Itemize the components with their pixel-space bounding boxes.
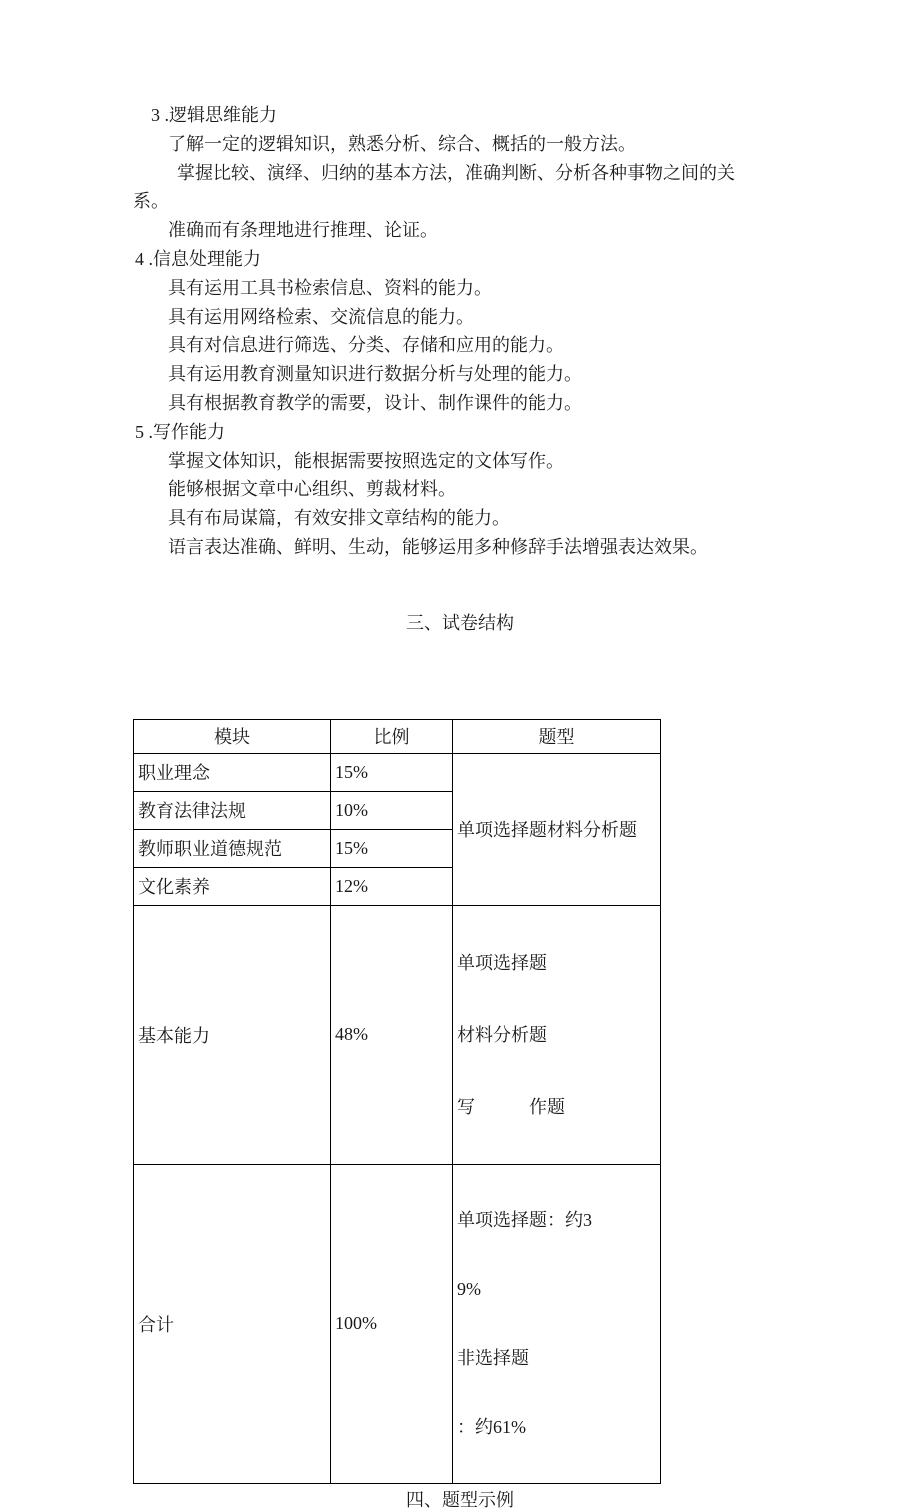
table-header-row — [134, 719, 661, 753]
module-cell: 教育法律法规 — [134, 791, 331, 829]
question-type-line: 材料分析题 — [457, 1024, 547, 1045]
section-heading-structure: 三、试卷结构 — [406, 612, 514, 633]
list-item-heading: 5 .写作能力 — [135, 421, 225, 442]
table-row-total — [134, 1164, 661, 1483]
question-type-cell-total — [453, 1164, 661, 1483]
paragraph: 了解一定的逻辑知识，熟悉分析、综合、概括的一般方法。 — [168, 133, 636, 154]
table-header-question-type: 题型 — [453, 719, 661, 753]
section-heading-examples: 四、题型示例 — [406, 1489, 514, 1510]
ability-text-block — [133, 101, 749, 562]
question-type-line: ：约61% — [457, 1416, 526, 1437]
module-cell: 基本能力 — [134, 905, 331, 1164]
list-item-heading: 3 .逻辑思维能力 — [151, 105, 277, 125]
question-type-cell — [453, 905, 661, 1164]
paragraph: 具有运用网络检索、交流信息的能力。 — [168, 306, 474, 327]
list-item-heading: 4 .信息处理能力 — [135, 248, 261, 269]
paragraph: 具有布局谋篇，有效安排文章结构的能力。 — [168, 508, 510, 529]
paragraph: 准确而有条理地进行推理、论证。 — [168, 220, 438, 241]
table-row — [134, 753, 661, 791]
ratio-cell: 15% — [331, 753, 453, 791]
paragraph: 具有运用教育测量知识进行数据分析与处理的能力。 — [168, 364, 582, 385]
ratio-cell: 48% — [331, 905, 453, 1164]
table-header-ratio: 比例 — [331, 719, 453, 753]
module-cell: 文化素养 — [134, 867, 331, 905]
question-type-line: 单项选择题 — [457, 952, 547, 973]
document-page — [0, 101, 920, 1510]
question-type-line: 写 作题 — [457, 1096, 565, 1117]
paragraph: 具有对信息进行筛选、分类、存储和应用的能力。 — [168, 335, 564, 356]
ratio-cell: 12% — [331, 867, 453, 905]
question-type-line: 单项选择题：约3 — [457, 1209, 592, 1230]
ratio-cell: 15% — [331, 829, 453, 867]
module-cell-total: 合计 — [134, 1164, 331, 1483]
paragraph: 具有运用工具书检索信息、资料的能力。 — [168, 277, 492, 298]
merged-question-type-cell: 单项选择题材料分析题 — [453, 753, 661, 905]
question-type-line: 非选择题 — [457, 1347, 529, 1368]
paragraph: 掌握文体知识，能根据需要按照选定的文体写作。 — [168, 450, 564, 471]
module-cell: 职业理念 — [134, 753, 331, 791]
question-type-line: 9% — [457, 1278, 481, 1299]
table-row-basic-ability — [134, 905, 661, 1164]
exam-structure-table — [133, 719, 661, 1484]
paragraph: 能够根据文章中心组织、剪裁材料。 — [168, 479, 456, 500]
paragraph: 掌握比较、演绎、归纳的基本方法，准确判断、分析各种事物之间的关系。 — [133, 162, 735, 212]
ratio-cell: 10% — [331, 791, 453, 829]
paragraph: 语言表达准确、鲜明、生动，能够运用多种修辞手法增强表达效果。 — [168, 536, 708, 557]
paragraph: 具有根据教育教学的需要，设计、制作课件的能力。 — [168, 392, 582, 413]
ratio-cell-total: 100% — [331, 1164, 453, 1483]
module-cell: 教师职业道德规范 — [134, 829, 331, 867]
table-header-module: 模块 — [134, 719, 331, 753]
